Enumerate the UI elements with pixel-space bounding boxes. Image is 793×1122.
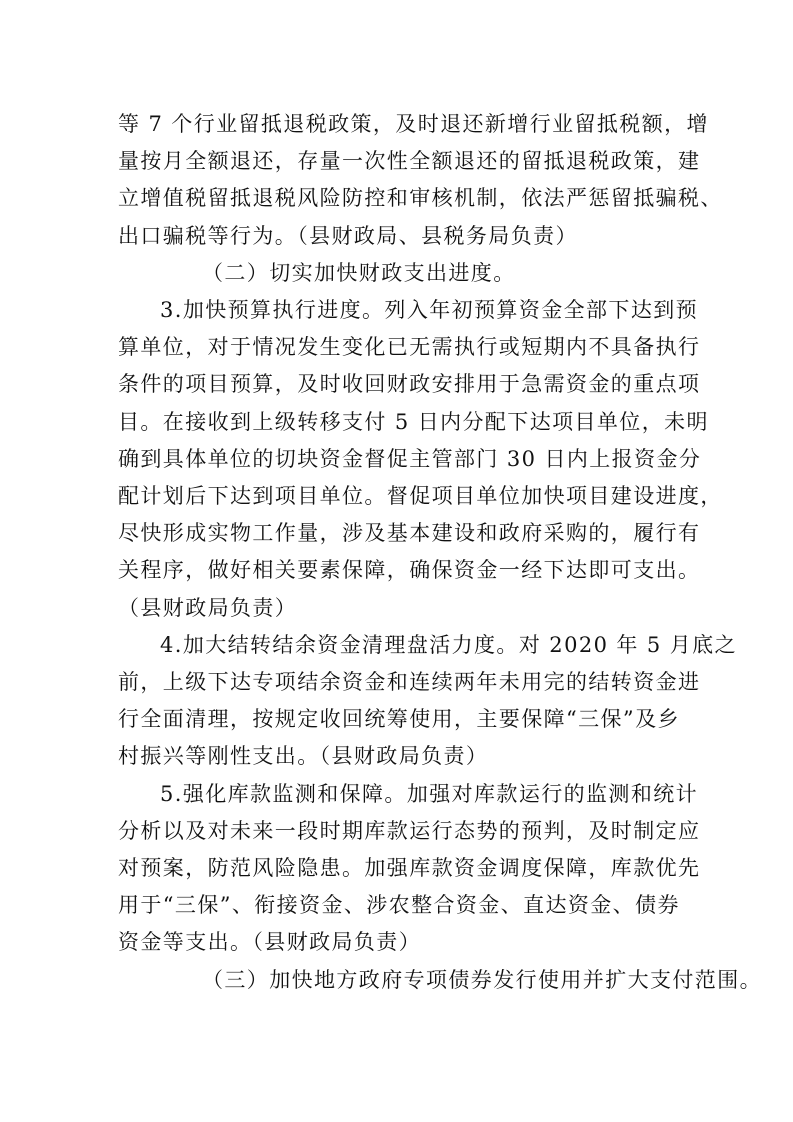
text-line: 量按月全额退还，存量一次性全额退还的留抵退税政策，建: [118, 149, 701, 174]
heading-text: （二）切实加快财政支出进度。: [202, 260, 516, 285]
text-line: 出口骗税等行为。（县财政局、县税务局负责）: [118, 223, 578, 248]
text-line: 关程序，做好相关要素保障，确保资金一经下达即可支出。: [118, 558, 701, 583]
text-line: 尽快形成实物工作量，涉及基本建设和政府采购的，履行有: [118, 521, 701, 546]
section-heading-3: [118, 962, 762, 999]
text-line: 分析以及对未来一段时期库款运行态势的预判，及时制定应: [118, 818, 701, 843]
text-line: 条件的项目预算，及时收回财政安排用于急需资金的重点项: [118, 372, 701, 397]
text-line: 配计划后下达到项目单位。督促项目单位加快项目建设进度，: [118, 484, 723, 509]
paragraph-item-5: [118, 776, 701, 962]
text-line: 3.加快预算执行进度。列入年初预算资金全部下达到预: [160, 298, 699, 323]
text-line: 对预案，防范风险隐患。加强库款资金调度保障，库款优先: [118, 856, 701, 881]
document-page: [118, 106, 762, 999]
text-line: 4.加大结转结余资金清理盘活力度。对 2020 年 5 月底之: [160, 632, 737, 657]
text-line: 村振兴等刚性支出。（县财政局负责）: [118, 744, 489, 769]
text-line: 等 7 个行业留抵退税政策，及时退还新增行业留抵税额，增: [118, 112, 709, 136]
text-line: 5.强化库款监测和保障。加强对库款运行的监测和统计: [160, 781, 699, 806]
paragraph-item-3: [118, 292, 723, 627]
text-line: 确到具体单位的切块资金督促主管部门 30 日内上报资金分: [118, 446, 702, 471]
text-line: 行全面清理，按规定收回统筹使用，主要保障“三保”及乡: [118, 707, 680, 732]
text-line: 算单位，对于情况发生变化已无需执行或短期内不具备执行: [118, 335, 701, 360]
text-line: （县财政局负责）: [118, 595, 298, 620]
section-heading-2: [118, 255, 682, 292]
text-line: 资金等支出。（县财政局负责）: [118, 930, 422, 955]
text-line: 立增值税留抵退税风险防控和审核机制，依法严惩留抵骗税、: [118, 186, 723, 211]
paragraph-item-4: [118, 627, 737, 776]
text-line: 用于“三保”、衔接资金、涉农整合资金、直达资金、债券: [118, 893, 680, 918]
text-line: 前，上级下达专项结余资金和连续两年未用完的结转资金进: [118, 670, 701, 695]
text-line: 目。在接收到上级转移支付 5 日内分配下达项目单位，未明: [118, 409, 709, 434]
heading-text: （三）加快地方政府专项债券发行使用并扩大支付范围。: [202, 967, 762, 992]
paragraph-tax-refund-continued: [118, 106, 723, 255]
